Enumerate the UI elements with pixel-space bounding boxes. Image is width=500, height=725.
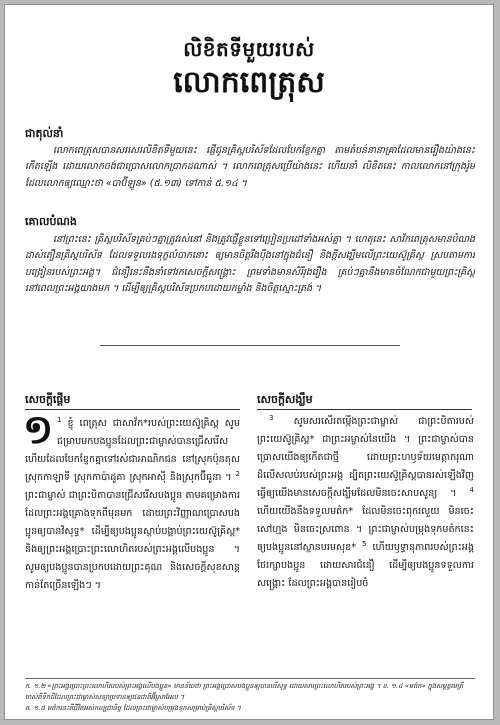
book-title: លោកពេត្រុស [173,65,325,100]
purpose-heading: គោលបំណង [25,215,77,228]
purpose-text [25,232,475,332]
drop-cap-space [25,415,57,451]
verse-text: សូមសរសើរតម្កើងព្រះជាម្ចាស់ ជាព្រះបិតារបស់ព្រះយេស៊ូគ្រិស្ត* ជាព្រះអម្ចាស់នៃយើង ។ ព្រះជាម្ចាស់បានប្រោសយើងឲ្យកើតជាថ្មី ដោយព្រះហឫទ័យមេត្តាករុណាដ៏លើសលប់របស់ព្រះអង្គ ដ្បិតព្រះយេស៊ូគ្រិស្តបានរស់ឡើងវិញ ធ្វើឲ្យយើងមានសេចក្ដីសង្ឃឹមដែលមិនចេះសាបសូន្យ ។ [257,416,474,499]
verse-number: 2 [235,469,240,478]
footnote-rule [25,678,475,679]
section-divider [100,345,400,346]
verse-number: 1 [57,415,62,424]
verse-number: 3 [269,413,274,422]
page [4,4,494,720]
footnotes [25,681,477,717]
left-column-heading: សេចក្ដីផ្ដើម [25,393,71,406]
intro-heading: ជាតុល់នាំ [25,127,64,140]
footnote: ក. ១.២ «ព្រះអង្គប្រោះព្រះលោហិតរបស់ព្រះអង្គលើបងប្អូន» មានន័យថា ព្រះអង្គប្រោសបងប្អូនឲ្យបានបរិសុទ្ធ ដោយសារព្រះលោហិតរបស់ព្រះអង្គ ។ ខ. ១.៤ «មត៌ក» ក្នុងសម្ពន្ធមេត្រីចាស់គឺទឹកដីដែលព្រះជាម្ចាស់សន្យាប្រទានឲ្យជនជាតិអ៊ីស្រាអែល ។ [25,682,464,702]
verse-text: ខ្ញុំ ពេត្រុស ជាសាវ័ក*របស់ព្រះយេស៊ូគ្រិស្ត សូមជម្រាបមកបងប្អូនដែលព្រះជាម្ចាស់បានជ្រើសរើស ហើយដែលបែកខ្ញែកគ្នាទៅរស់ជាអាណិកជន នៅស្រុកប៉ុនតុស ស្រុកកាឡាទី ស្រុកកាប៉ាដូគា ស្រុកអាស៊ី និងស្រុកប៊ីធូនា ។ [25,418,240,483]
intro-text [25,143,475,209]
chapter-number: ១ [23,406,54,453]
left-column-rule [25,409,240,410]
right-column-heading: សេចក្ដីសង្ឃឹម [257,393,313,406]
right-column-rule [257,409,472,410]
right-column-text [257,413,474,671]
intro-paragraph: លោកពេត្រុសបានសរសេរលិខិតទីមួយនេះ ផ្ញើជូនគ្រិស្តបរិស័ទដែលបែកខ្ញែកគ្នា តាមតំបន់នានាគ្រាដែលមានរឿងយ៉ាងនេះកើតឡើង ដោយលោកចង់ជាប្រោសលោកប្រាកដណាស់ ។ លោកពេត្រុសប្រើយ៉ាងនេះ ហើយនាំ លិខិតនេះ កាលលោកនៅក្រុងរ៉ូម ដែលលោកឲ្យឈ្មោះថា «បាប៊ីឡូន» (៥.១៣) ទៅកាន់ ៥.១៤ ។ [25,145,475,189]
footnote: គ. ១.៥ មត៌កនេះគឺជីវិតអស់កល្បជានិច្ច ដែលព្រះជាម្ចាស់បម្រុងទុកសម្រាប់គ្រិស្តបរិស័ទ ។ [25,704,241,713]
verse-text: ព្រះជាម្ចាស់ ជាព្រះបិតាបានជ្រើសរើសបងប្អូន តាមគម្រោងការដែលព្រះអង្គគ្រោងទុកពីមុនមក ដោយព្រះវិញ្ញាណប្រោសបងប្អូនឲ្យបានវិសុទ្ធ* ដើម្បីឲ្យបងប្អូនស្ដាប់បង្គាប់ព្រះយេស៊ូគ្រិស្ត* និងឲ្យព្រះអង្គប្រោះព្រះលោហិតរបស់ព្រះអង្គលើបងប្អូន ។ សូមឲ្យបងប្អូនបានប្រកបដោយព្រះគុណ និងសេចក្ដីសុខសាន្តកាន់តែច្រើនឡើងៗ ។ [25,490,240,591]
book-subtitle: លិខិតទីមួយរបស់ [183,37,315,61]
purpose-paragraph: នៅព្រះនេះ គ្រិស្តបរិស័ទគ្រប់ៗគ្នាត្រូវរស់នៅ និងត្រូវផ្ញើខ្លួនទៅប្រៀនប្រដៅទាំងអស់គ្នា ។ ហេតុនេះ សាវ័កពេត្រុសមានបំណងដាស់តឿនគ្រិស្តបរិស័ទ ដែលទទួលរងទុក្ខលំបាកនោះ ឲ្យមានចិត្តរឹងប៉ឹងនៅក្នុងជំនឿ និងក្ដីសង្ឃឹមលើព្រះយេស៊ូគ្រិស្ត ស្របតាមការបង្រៀនរបស់ព្រះអង្គ។ ជំនឿនេះនឹងនាំទៅរកសេចក្ដីសង្គ្រោះ ព្រមទាំងមានសិរីរុងរឿង គ្រប់ៗគ្នានឹងមានចំណែកជាមួយព្រះគ្រិស្តនៅពេលព្រះអង្គយាងមក ។ ដើម្បីឲ្យគ្រិស្តបរិស័ទប្រកបដោយកម្លាំង និងចិត្តស្មោះត្រង់ ។ [25,234,475,294]
verse-text: ហើយឫទ្ធានុភាពរបស់ព្រះអង្គថែរក្សាបងប្អូន ដោយសារជំនឿ ដើម្បីឲ្យបងប្អូនទទួលការសង្គ្រោះ ដែលព្រះអង្គបានរៀបចំ [257,542,474,589]
verse-number: 4 [469,485,474,494]
verse-text: ហើយយើងនឹងទទួលមត៌ក* ដែលមិនចេះពុករលួយ មិនចេះសៅហ្មង មិនចេះស្រពោន ។ ព្រះជាម្ចាស់បម្រុងទុកមត៌កនេះឲ្យបងប្អូននៅស្ថានបរមសុខ* [257,506,474,553]
left-column-text [25,415,240,671]
verse-number: 5 [362,539,367,548]
